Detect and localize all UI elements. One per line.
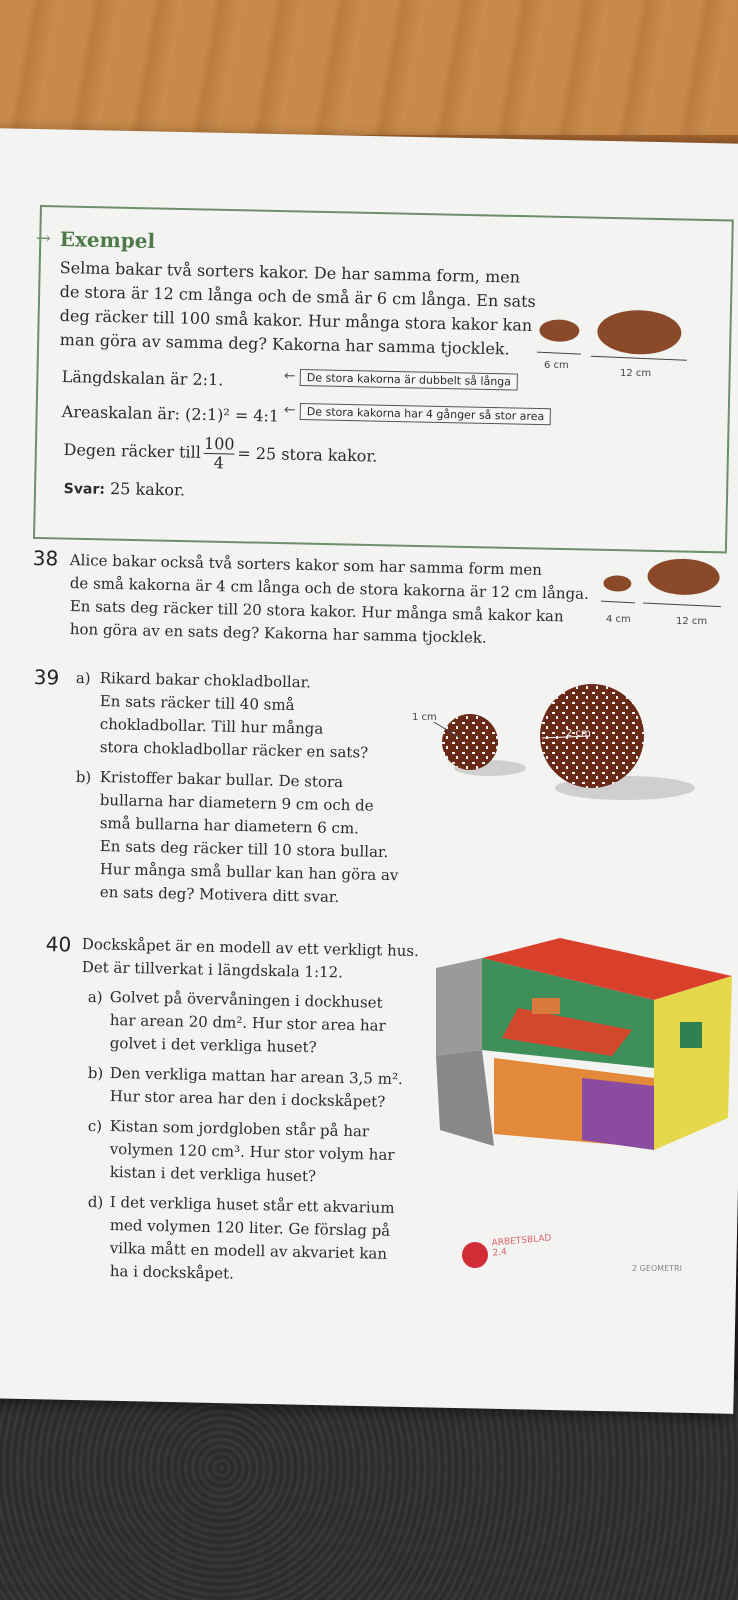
q39a-text-line: chokladbollar. Till hur många (99, 715, 324, 738)
question-number: 38 (32, 546, 59, 571)
q40a-text-line: golvet i det verkliga huset? (109, 1034, 317, 1057)
q39b-text-line: En sats deg räcker till 10 stora bullar. (99, 837, 389, 862)
arrow-right-icon: → (35, 228, 52, 250)
dough-calculation (63, 432, 378, 476)
question-number: 40 (45, 932, 72, 957)
q39b-text-line: små bullarna har diametern 6 cm. (99, 814, 360, 838)
small-ball-radius-label: 1 cm (412, 712, 437, 723)
fraction-denominator: 4 (213, 453, 225, 473)
q39a-text-line: En sats räcker till 40 små (99, 692, 295, 715)
area-note: De stora kakorna har 4 gånger så stor area (300, 403, 552, 425)
q40-intro-line: Dockskåpet är en modell av ett verkligt hus. (81, 935, 420, 961)
subquestion-label: a) (87, 988, 103, 1007)
q39b-text-line: Hur många små bullar kan han göra av (99, 860, 399, 885)
q38-text-line: Alice bakar också två sorters kakor som har samma form men (69, 551, 543, 579)
answer-label: Svar: (63, 480, 106, 498)
q40c-text-line: kistan i det verkliga huset? (109, 1163, 317, 1186)
question-number: 39 (33, 665, 60, 690)
example-text-line: man göra av samma deg? Kakorna har samma tjocklek. (59, 330, 510, 359)
answer-value: 25 kakor. (109, 478, 186, 500)
example-text-line: de stora är 12 cm långa och de små är 6 cm långa. En sats (59, 282, 536, 311)
dollhouse-illustration (432, 938, 732, 1188)
subquestion-label: b) (75, 768, 92, 787)
q40a-text-line: Golvet på övervåningen i dockhuset (109, 988, 383, 1012)
q40d-text-line: I det verkliga huset står ett akvarium (109, 1193, 395, 1217)
length-note: De stora kakorna är dubbelt så långa (300, 369, 519, 391)
small-chocolate-ball (442, 714, 498, 770)
chocolate-balls-illustration (430, 670, 730, 810)
example-title: Exempel (59, 227, 156, 253)
q40d-text-line: med volymen 120 liter. Ge förslag på (109, 1216, 391, 1240)
large-pig-cookie (597, 309, 682, 355)
q40d-text-line: ha i dockskåpet. (109, 1262, 235, 1283)
small-cookie-length-label: 6 cm (544, 360, 569, 371)
q40a-text-line: har arean 20 dm². Hur stor area har (109, 1011, 386, 1035)
dollhouse-left-wall (436, 958, 482, 1056)
q39b-text-line: bullarna har diametern 9 cm och de (99, 791, 374, 815)
q40-intro-line: Det är tillverkat i längdskala 1:12. (81, 958, 344, 982)
worksheet-label: ARBETSBLAD 2.4 (491, 1233, 552, 1259)
q40c-text-line: volymen 120 cm³. Hur stor volym har (109, 1140, 395, 1164)
large-ball-radius-label: 2 cm (566, 728, 591, 739)
subquestion-label: a) (75, 669, 91, 688)
q39b-text-line: en sats deg? Motivera ditt svar. (99, 883, 340, 907)
small-pig-cookie (603, 575, 631, 592)
worksheet-badge-icon[interactable] (462, 1242, 488, 1268)
fraction (203, 435, 234, 473)
q38-text-line: hon göra av en sats deg? Kakorna har samma tjocklek. (69, 620, 487, 647)
dough-suffix: = 25 stora kakor. (237, 443, 378, 466)
example-text-line: deg räcker till 100 små kakor. Hur många stora kakor kan (59, 306, 533, 335)
large-pig-cookie (647, 558, 720, 595)
q38-text-line: En sats deg räcker till 20 stora kakor. Hur många små kakor kan (69, 597, 564, 626)
q40c-text-line: Kistan som jordgloben står på har (109, 1117, 370, 1141)
q39b-text-line: Kristoffer bakar bullar. De stora (99, 768, 344, 792)
area-scale-text: Areaskalan är: (2:1)² = 4:1 (61, 402, 280, 426)
example-text-line: Selma bakar två sorters kakor. De har samma form, men (59, 258, 521, 287)
large-cookie-length-label: 12 cm (676, 616, 708, 627)
page-footer: 2 GEOMETRI (632, 1264, 682, 1273)
length-scale-text: Längdskalan är 2:1. (61, 367, 224, 390)
example-answer (64, 478, 186, 500)
subquestion-label: d) (87, 1193, 104, 1212)
subquestion-label: b) (87, 1064, 104, 1083)
q40b-text-line: Den verkliga mattan har arean 3,5 m². (109, 1064, 403, 1089)
dollhouse-right-wall (654, 976, 732, 1150)
q40b-text-line: Hur stor area har den i dockskåpet? (109, 1087, 386, 1111)
large-cookie-length-label: 12 cm (620, 368, 652, 379)
small-pig-cookie (539, 319, 579, 342)
arrow-left-icon: ← (283, 368, 296, 385)
q39a-text-line: Rikard bakar chokladbollar. (99, 669, 312, 692)
arrow-left-icon: ← (283, 402, 296, 419)
fraction-numerator: 100 (203, 433, 235, 454)
q39a-text-line: stora chokladbollar räcker en sats? (99, 738, 369, 762)
q38-text-line: de små kakorna är 4 cm långa och de stora kakorna är 12 cm långa. (69, 574, 590, 603)
pig-cookies-illustration (596, 555, 726, 615)
large-chocolate-ball (540, 684, 644, 788)
subquestion-label: c) (87, 1117, 103, 1136)
dough-prefix: Degen räcker till (63, 439, 202, 462)
small-cookie-length-label: 4 cm (606, 614, 631, 625)
q40d-text-line: vilka mått en modell av akvariet kan (109, 1239, 388, 1263)
